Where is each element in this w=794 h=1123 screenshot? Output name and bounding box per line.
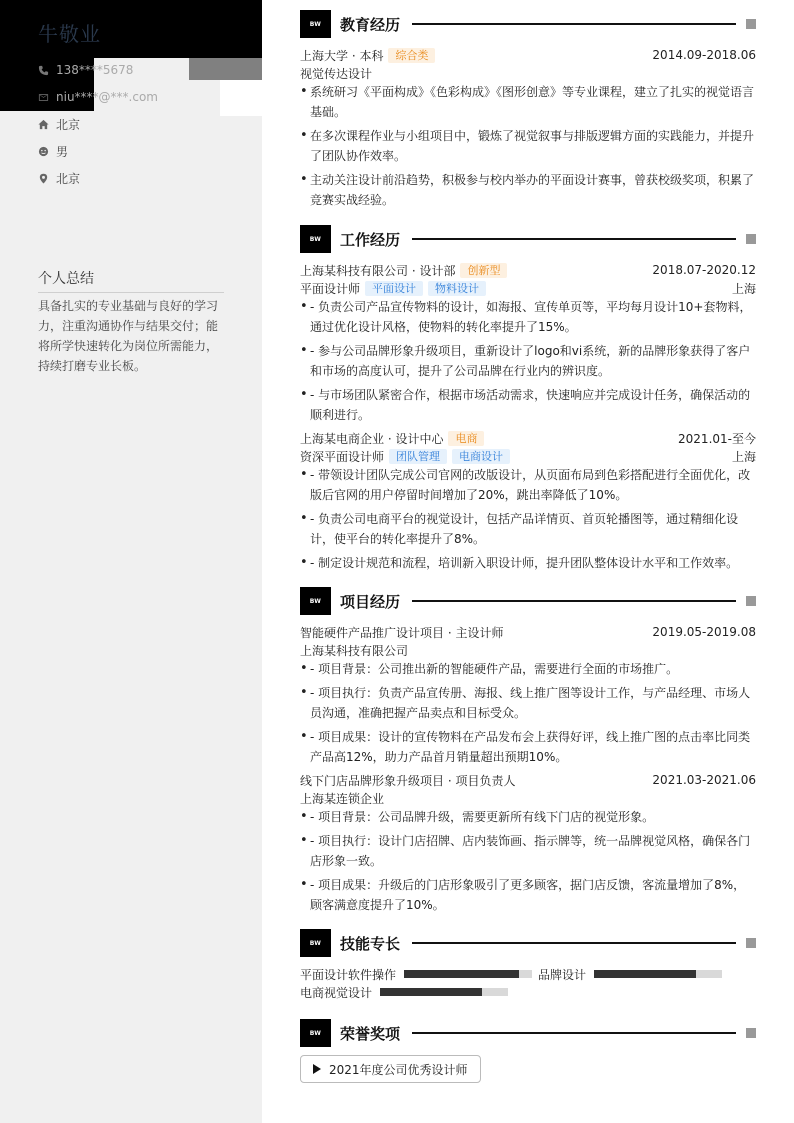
location-text: 北京 (56, 117, 81, 132)
job-city: 上海 (731, 449, 756, 464)
bw-logo: BW (300, 225, 331, 253)
job-date: 2018.07-2020.12 (652, 263, 756, 277)
company-tag: 创新型 (460, 263, 507, 278)
section-divider (412, 1032, 736, 1034)
project-bullets (300, 659, 756, 767)
summary-text: 具备扎实的专业基础与良好的学习力，注重沟通协作与结果交付；能将所学快速转化为岗位所需能力，持续打磨专业长板。 (38, 299, 219, 373)
project-org: 上海某科技有限公司 (300, 643, 409, 658)
skill-bar-fill (594, 970, 696, 978)
skill-bar (404, 970, 532, 978)
skill-name: 平面设计软件操作 (300, 967, 397, 982)
list-item: • - 制定设计规范和流程，培训新入职设计师，提升团队整体设计水平和工作效率。 (300, 553, 756, 573)
list-item: • - 负责公司电商平台的视觉设计，包括产品详情页、首页轮播图等，通过精细化设计，使平台的转化率提升了8%。 (300, 509, 756, 549)
list-item: • 主动关注设计前沿趋势，积极参与校内举办的平面设计赛事，曾获校级奖项，积累了竞赛实战经验。 (300, 170, 756, 210)
list-item: • - 项目成果：设计的宣传物料在产品发布会上获得好评，线上推广图的点击率比同类产品高12%，助力产品首月销量超出预期10%。 (300, 727, 756, 767)
list-item: • - 与市场团队紧密合作，根据市场活动需求，快速响应并完成设计任务，确保活动的顺利进行。 (300, 385, 756, 425)
main-content (300, 10, 756, 1083)
email-text: niu****@***.com (56, 90, 158, 104)
skill-tag: 电商设计 (452, 449, 510, 464)
company-name: 上海某科技有限公司 · 设计部 (300, 263, 456, 278)
skill-name: 品牌设计 (538, 967, 587, 982)
award-badge (300, 1055, 481, 1083)
job-date: 2021.01-至今 (678, 431, 756, 446)
skill-item (300, 966, 532, 983)
email-row (38, 88, 158, 106)
job-position: 平面设计师 (300, 281, 361, 296)
target-city-text: 北京 (56, 171, 81, 186)
skill-bar-fill (380, 988, 482, 996)
education-header (300, 10, 756, 38)
skills-row (300, 983, 756, 1001)
job-bullets (300, 465, 756, 573)
list-item: • - 项目执行：负责产品宣传册、海报、线上推广图等设计工作，与产品经理、市场人员沟通，准确把握产品卖点和目标受众。 (300, 683, 756, 723)
project-row (300, 623, 756, 641)
skill-item (300, 984, 508, 1001)
job-position: 资深平面设计师 (300, 449, 385, 464)
skill-tag: 团队管理 (389, 449, 447, 464)
skills-row (300, 965, 756, 983)
map-pin-icon (38, 173, 49, 184)
skill-tag: 平面设计 (365, 281, 423, 296)
project-date: 2019.05-2019.08 (652, 625, 756, 639)
section-divider (412, 238, 736, 240)
target-city-row (38, 169, 80, 187)
play-triangle-icon (313, 1064, 321, 1074)
bw-logo: BW (300, 10, 331, 38)
project-name: 线下门店品牌形象升级项目 · 项目负责人 (300, 773, 516, 788)
work-header (300, 225, 756, 253)
list-item: • - 负责公司产品宣传物料的设计，如海报、宣传单页等，平均每月设计10+套物料，通过优化设计风格，使物料的转化率提升了15%。 (300, 297, 756, 337)
decor-block-gray (189, 58, 262, 80)
company-tag: 电商 (448, 431, 484, 446)
school-tag: 综合类 (388, 48, 435, 63)
project-org: 上海某连锁企业 (300, 791, 385, 806)
company-name: 上海某电商企业 · 设计中心 (300, 431, 444, 446)
bw-logo: BW (300, 587, 331, 615)
section-divider (412, 23, 736, 25)
decor-block-white (220, 80, 262, 116)
summary-title: 个人总结 (38, 268, 224, 293)
job-position-row (300, 447, 756, 465)
project-name: 智能硬件产品推广设计项目 · 主设计师 (300, 625, 504, 640)
section-title: 工作经历 (340, 230, 401, 249)
list-item: • 在多次课程作业与小组项目中，锻炼了视觉叙事与排版逻辑方面的实践能力，并提升了团队协作效率。 (300, 126, 756, 166)
project-bullets (300, 807, 756, 915)
bw-logo: BW (300, 1019, 331, 1047)
education-bullets (300, 82, 756, 210)
list-item: • 系统研习《平面构成》《色彩构成》《图形创意》等专业课程，建立了扎实的视觉语言基础。 (300, 82, 756, 122)
school-name: 上海大学 · 本科 (300, 48, 384, 63)
project-row (300, 771, 756, 789)
candidate-name: 牛敬业 (38, 22, 101, 46)
projects-header (300, 587, 756, 615)
award-text: 2021年度公司优秀设计师 (329, 1062, 468, 1077)
phone-row (38, 61, 133, 79)
project-date: 2021.03-2021.06 (652, 773, 756, 787)
education-date: 2014.09-2018.06 (652, 48, 756, 62)
job-bullets (300, 297, 756, 425)
section-title: 项目经历 (340, 592, 401, 611)
section-square (746, 938, 756, 948)
skills-header (300, 929, 756, 957)
skill-bar (380, 988, 508, 996)
skill-item (538, 966, 722, 983)
section-title: 荣誉奖项 (340, 1024, 401, 1043)
job-city: 上海 (731, 281, 756, 296)
skill-tag: 物料设计 (428, 281, 486, 296)
list-item: • - 项目成果：升级后的门店形象吸引了更多顾客，据门店反馈，客流量增加了8%，顾客满意度提升了10%。 (300, 875, 756, 915)
section-square (746, 234, 756, 244)
skill-name: 电商视觉设计 (300, 985, 373, 1000)
section-square (746, 1028, 756, 1038)
job-row (300, 261, 756, 279)
section-square (746, 596, 756, 606)
list-item: • - 项目背景：公司品牌升级，需要更新所有线下门店的视觉形象。 (300, 807, 756, 827)
bw-logo: BW (300, 929, 331, 957)
section-divider (412, 600, 736, 602)
major: 视觉传达设计 (300, 66, 373, 81)
list-item: • - 参与公司品牌形象升级项目，重新设计了logo和vi系统，新的品牌形象获得了客户和市场的高度认可，提升了公司品牌在行业内的辨识度。 (300, 341, 756, 381)
section-square (746, 19, 756, 29)
list-item: • - 项目背景：公司推出新的智能硬件产品，需要进行全面的市场推广。 (300, 659, 756, 679)
home-icon (38, 119, 49, 130)
skill-bar (594, 970, 722, 978)
list-item: • - 项目执行：设计门店招牌、店内装饰画、指示牌等，统一品牌视觉风格，确保各门店形象一致。 (300, 831, 756, 871)
section-divider (412, 942, 736, 944)
job-position-row (300, 279, 756, 297)
gender-row (38, 142, 68, 160)
job-row (300, 429, 756, 447)
phone-text: 138****5678 (56, 63, 134, 77)
sidebar (0, 0, 262, 1123)
gender-text: 男 (56, 144, 69, 159)
education-row (300, 46, 756, 64)
user-face-icon (38, 146, 49, 157)
phone-icon (38, 65, 49, 76)
skill-bar-fill (404, 970, 519, 978)
email-icon (38, 92, 49, 103)
section-title: 技能专长 (340, 934, 401, 953)
section-title: 教育经历 (340, 15, 401, 34)
awards-header (300, 1019, 756, 1047)
location-row (38, 115, 80, 133)
list-item: • - 带领设计团队完成公司官网的改版设计，从页面布局到色彩搭配进行全面优化，改版后官网的用户停留时间增加了20%，跳出率降低了10%。 (300, 465, 756, 505)
